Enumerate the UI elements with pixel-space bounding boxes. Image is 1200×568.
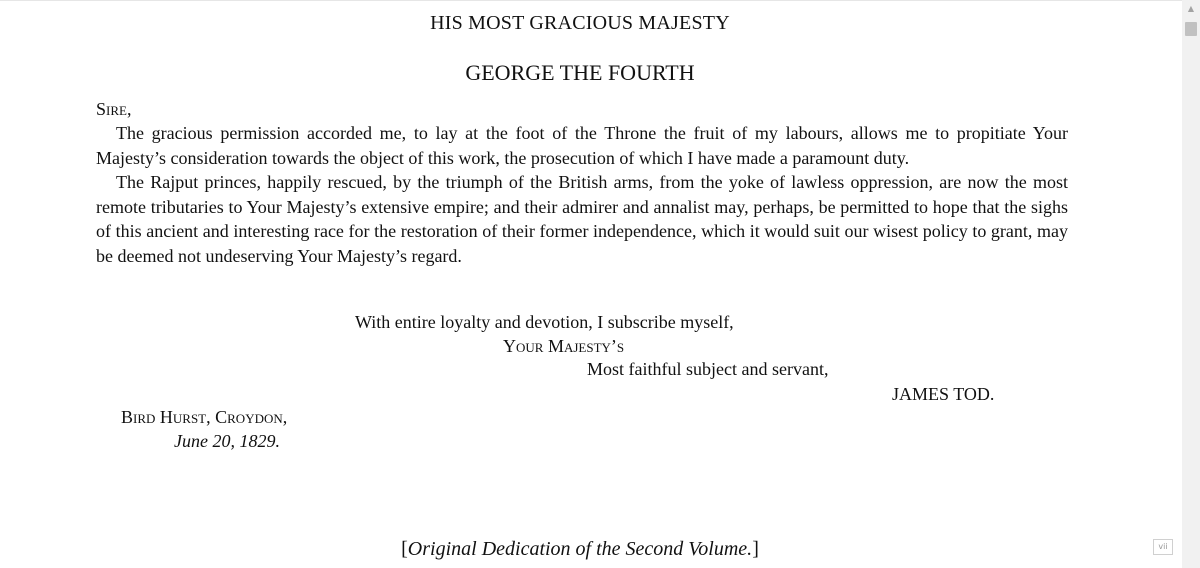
paragraph-2: The Rajput princes, happily rescued, by the triumph of the British arms, from the yoke of lawless oppression, are now the most remote tributaries to Your Majesty’s extensive empire; and their admirer and annalist may, perhaps, be permitted to hope that the sighs of this ancient and interesting race for the restoration of their former independence, which it would suit our wisest policy to grant, may be deemed not undeserving Your Majesty’s regard. xyxy=(96,172,1068,266)
signature: JAMES TOD. xyxy=(892,384,995,404)
dedication-heading-line2: GEORGE THE FOURTH xyxy=(465,60,695,85)
faithful-line: Most faithful subject and servant, xyxy=(587,359,829,379)
place: Bird Hurst, Croydon, xyxy=(121,407,288,427)
page-number: vii xyxy=(1153,539,1173,555)
scrollbar-thumb[interactable] xyxy=(1185,22,1197,36)
vertical-scrollbar[interactable] xyxy=(1182,0,1200,568)
footer-note xyxy=(0,538,1160,561)
date: June 20, 1829. xyxy=(174,431,280,451)
closing-line: With entire loyalty and devotion, I subscribe myself, xyxy=(355,312,734,332)
dedication-body xyxy=(96,121,1068,268)
footer-close-bracket: ] xyxy=(752,538,759,560)
salutation: Sire, xyxy=(96,99,132,119)
triangle-up-icon[interactable]: ▲ xyxy=(1187,4,1195,13)
paragraph-1: The gracious permission accorded me, to lay at the foot of the Throne the fruit of my labours, allows me to propitiate Your Majesty’s consideration towards the object of this work, the prosecution of which I have made a paramount duty. xyxy=(96,123,1068,168)
top-border xyxy=(0,0,1200,1)
footer-note-text: Original Dedication of the Second Volume. xyxy=(407,538,753,560)
footer-open-bracket: [ xyxy=(401,538,408,560)
majesty-line: Your Majesty’s xyxy=(503,336,625,356)
dedication-heading-line1: HIS MOST GRACIOUS MAJESTY xyxy=(430,12,730,34)
